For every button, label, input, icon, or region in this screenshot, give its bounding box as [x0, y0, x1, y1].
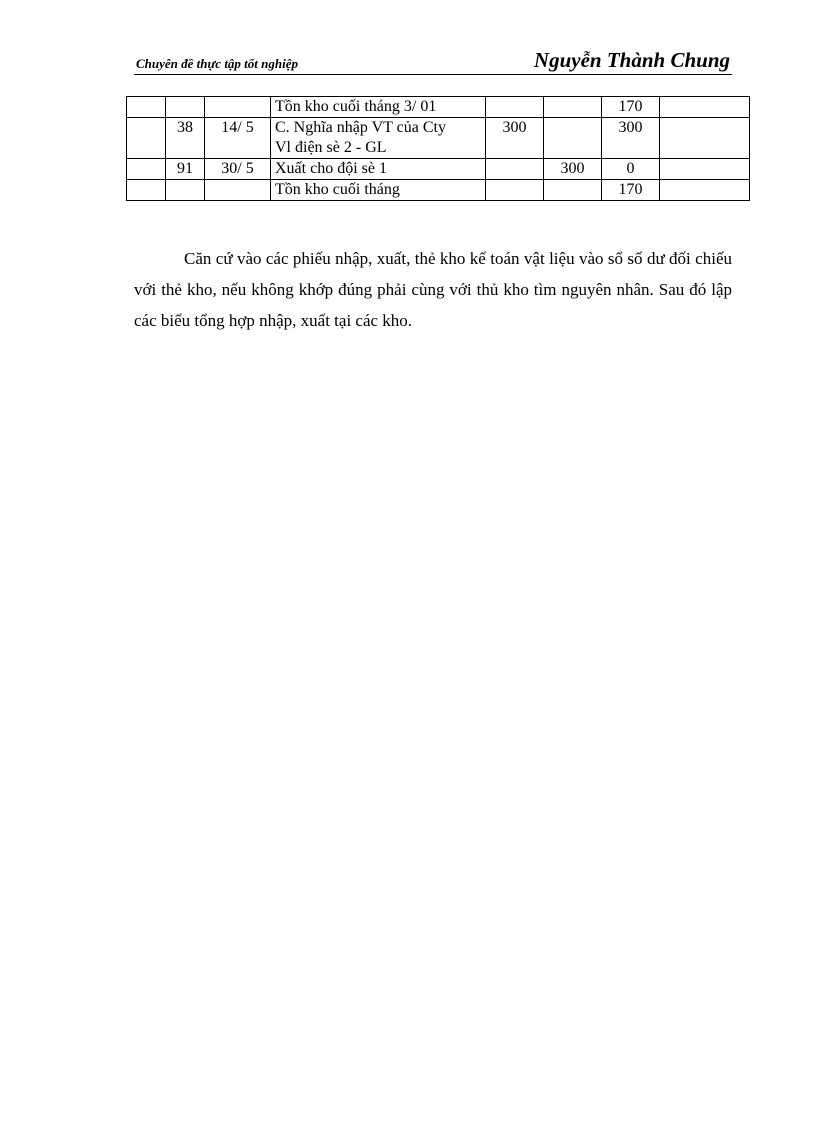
cell-note	[660, 97, 750, 118]
cell-import	[486, 180, 544, 201]
cell-stock: 170	[602, 97, 660, 118]
header-author-name: Nguyễn Thành Chung	[533, 48, 730, 72]
cell-date: 14/ 5	[205, 118, 271, 159]
cell-no	[127, 159, 166, 180]
cell-no	[127, 180, 166, 201]
cell-note	[660, 118, 750, 159]
cell-export	[544, 97, 602, 118]
cell-description	[271, 118, 486, 159]
cell-import: 300	[486, 118, 544, 159]
page-header	[134, 48, 732, 75]
table-row	[127, 118, 750, 159]
inventory-ledger-table	[126, 96, 750, 201]
body-paragraph: Căn cứ vào các phiếu nhập, xuất, thẻ kho kế toán vật liệu vào sổ số dư đối chiếu với thẻ kho, nếu không khớp đúng phải cùng với thủ kho tìm nguyên nhân. Sau đó lập các biểu tổng hợp nhập, xuất tại các kho.	[134, 249, 732, 330]
table-row	[127, 159, 750, 180]
description-line: C. Nghĩa nhập VT của Cty	[275, 119, 446, 136]
cell-note	[660, 159, 750, 180]
cell-export	[544, 118, 602, 159]
cell-stock: 170	[602, 180, 660, 201]
cell-voucher-number	[166, 180, 205, 201]
cell-voucher-number: 38	[166, 118, 205, 159]
cell-description	[271, 180, 486, 201]
cell-export: 300	[544, 159, 602, 180]
cell-date: 30/ 5	[205, 159, 271, 180]
cell-description	[271, 159, 486, 180]
cell-description	[271, 97, 486, 118]
table-row	[127, 97, 750, 118]
cell-note	[660, 180, 750, 201]
cell-date	[205, 97, 271, 118]
cell-stock: 0	[602, 159, 660, 180]
table-row	[127, 180, 750, 201]
cell-import	[486, 159, 544, 180]
description-line: Tồn kho cuối tháng 3/ 01	[275, 98, 437, 115]
header-report-title: Chuyên đề thực tập tốt nghiệp	[136, 56, 298, 71]
cell-no	[127, 118, 166, 159]
cell-date	[205, 180, 271, 201]
description-line: Vl điện sè 2 - GL	[275, 139, 387, 156]
cell-import	[486, 97, 544, 118]
description-line: Tồn kho cuối tháng	[275, 181, 400, 198]
description-line: Xuất cho đội sè 1	[275, 160, 387, 177]
cell-voucher-number: 91	[166, 159, 205, 180]
cell-export	[544, 180, 602, 201]
cell-voucher-number	[166, 97, 205, 118]
cell-no	[127, 97, 166, 118]
cell-stock: 300	[602, 118, 660, 159]
